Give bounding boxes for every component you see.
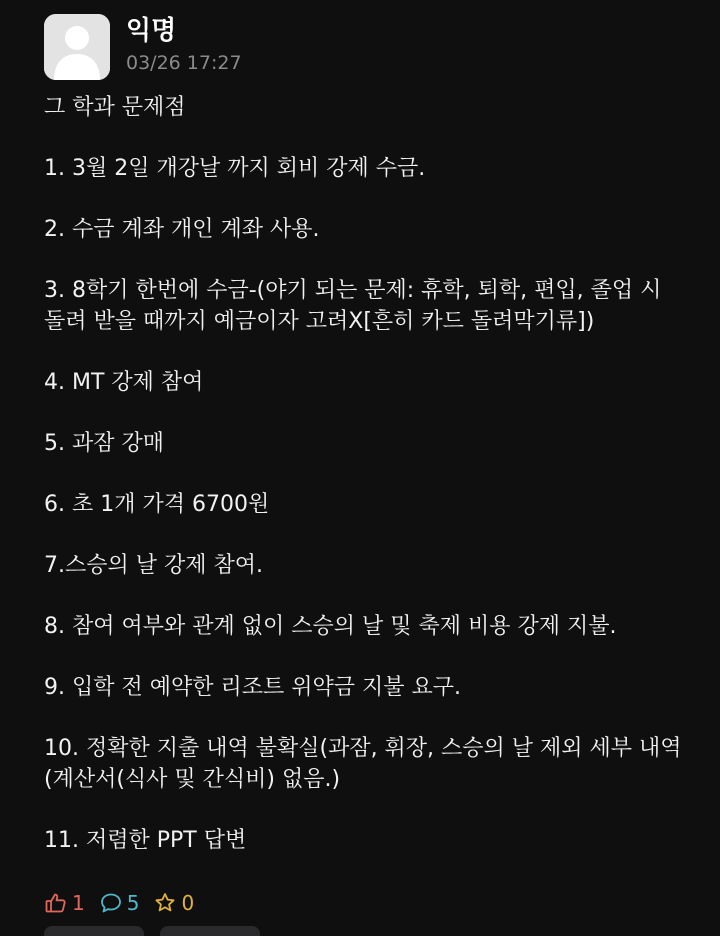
speech-bubble-icon — [99, 891, 123, 915]
issue-item-7: 7.스승의 날 강제 참여. — [44, 553, 263, 578]
star-icon — [153, 891, 177, 915]
scrap-count: 0 — [181, 891, 195, 915]
like-count: 1 — [72, 891, 85, 915]
bottom-tab-stub-2 — [160, 926, 260, 936]
default-profile-icon[interactable] — [44, 14, 110, 80]
issue-item-10: 10. 정확한 지출 내역 불확실(과잠, 휘장, 스승의 날 제외 세부 내역(계산서(식사 및 간식비) 없음.) — [44, 736, 682, 792]
issue-item-6: 6. 초 1개 가격 6700원 — [44, 492, 270, 517]
issue-item-5: 5. 과잠 강매 — [44, 431, 164, 456]
bottom-tab-stub — [44, 926, 276, 936]
issue-item-1: 1. 3월 2일 개강날 까지 회비 강제 수금. — [44, 156, 426, 181]
issue-item-8: 8. 참여 여부와 관계 없이 스승의 날 및 축제 비용 강제 지불. — [44, 614, 617, 639]
issue-item-3: 3. 8학기 한번에 수금-(야기 되는 문제: 휴학, 퇴학, 편입, 졸업 시 돌려 받을 때까지 예금이자 고려X[흔히 카드 돌려막기류]) — [44, 278, 662, 334]
post-timestamp: 03/26 17:27 — [126, 52, 242, 74]
issue-list — [44, 153, 684, 856]
author-meta — [126, 14, 242, 76]
author-name[interactable]: 익명 — [126, 16, 177, 46]
issue-item-4: 4. MT 강제 참여 — [44, 370, 204, 395]
comment-count: 5 — [126, 891, 140, 915]
post-content — [44, 92, 684, 856]
post-actions — [44, 889, 208, 917]
issue-item-11: 11. 저렴한 PPT 답변 — [44, 828, 247, 853]
comment-button[interactable] — [99, 889, 140, 917]
post-title: 그 학과 문제점 — [44, 95, 186, 120]
issue-item-9: 9. 입학 전 예약한 리조트 위약금 지불 요구. — [44, 675, 461, 700]
post-header — [44, 14, 242, 82]
like-button[interactable] — [44, 889, 85, 917]
thumbs-up-icon — [44, 891, 68, 915]
scrap-button[interactable] — [153, 889, 194, 917]
issue-item-2: 2. 수금 계좌 개인 계좌 사용. — [44, 217, 320, 242]
bottom-tab-stub-1 — [44, 926, 144, 936]
